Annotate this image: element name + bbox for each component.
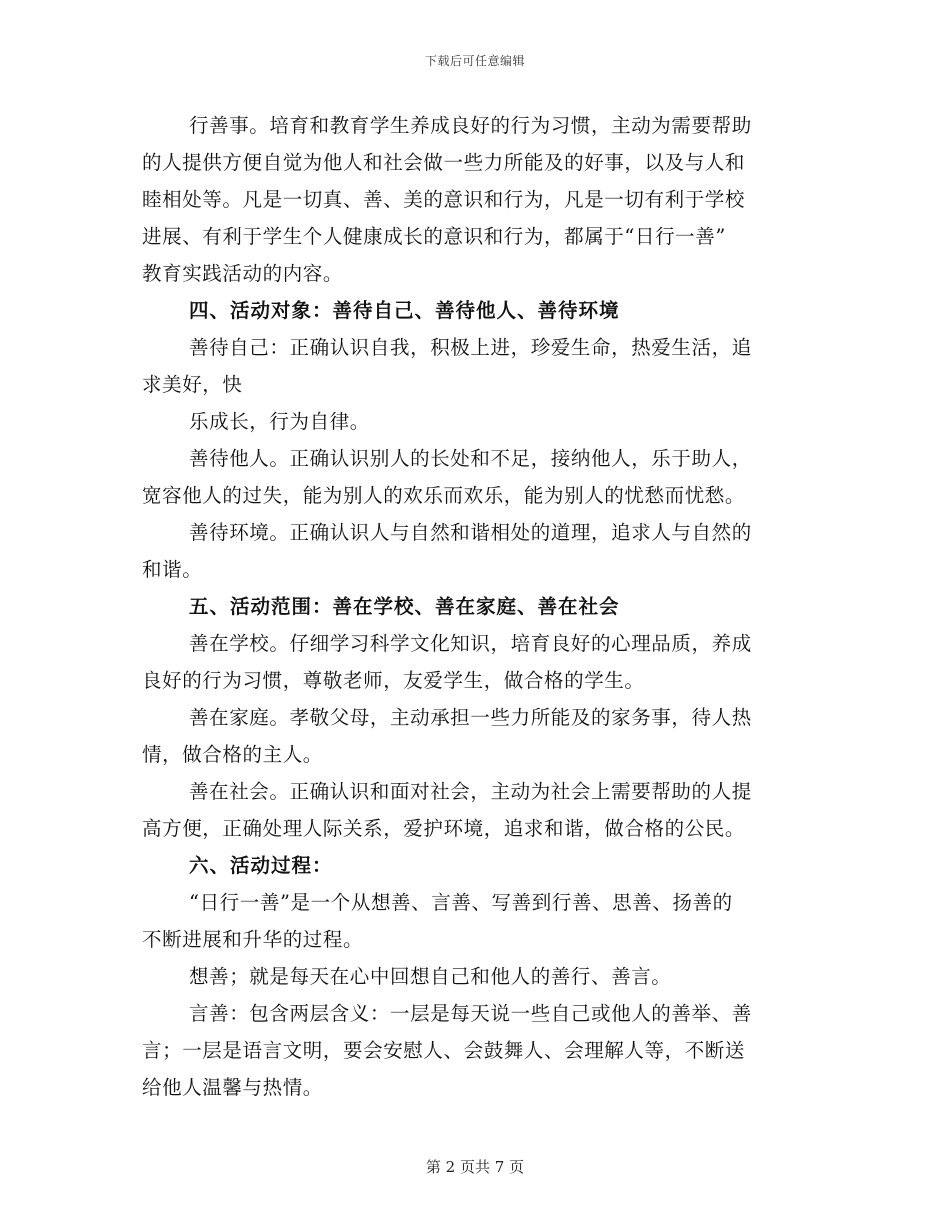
body-text-line: 善在学校。仔细学习科学文化知识，培育良好的心理品质，养成: [189, 632, 752, 655]
body-text-line: 求美好，快: [142, 373, 243, 396]
body-text-line: 睦相处等。凡是一切真、善、美的意识和行为，凡是一切有利于学校: [142, 188, 746, 211]
body-text-line: 的人提供方便自觉为他人和社会做一些力所能及的好事，以及与人和: [142, 151, 746, 174]
body-text-line: 善待环境。正确认识人与自然和谐相处的道理，追求人与自然的: [189, 521, 752, 544]
body-text-line: 良好的行为习惯，尊敬老师，友爱学生，做合格的学生。: [142, 669, 645, 692]
body-text-line: 想善；就是每天在心中回想自己和他人的善行、善言。: [189, 965, 672, 988]
body-text-line: “日行一善”是一个从想善、言善、写善到行善、思善、扬善的: [189, 891, 733, 914]
page-header: 下载后可任意编辑: [424, 54, 525, 68]
body-text-line: 和谐。: [142, 558, 203, 581]
section-heading: 五、活动范围：善在学校、善在家庭、善在社会: [189, 595, 620, 618]
body-text-line: 高方便，正确处理人际关系，爱护环境，追求和谐，做合格的公民。: [142, 817, 746, 840]
body-text-line: 行善事。培育和教育学生养成良好的行为习惯，主动为需要帮助: [189, 114, 752, 137]
section-heading: 四、活动对象：善待自己、善待他人、善待环境: [189, 299, 620, 322]
body-text-line: 给他人温馨与热情。: [142, 1076, 323, 1099]
body-text-line: 善待他人。正确认识别人的长处和不足，接纳他人，乐于助人，: [189, 447, 752, 470]
body-text-line: 善在社会。正确认识和面对社会，主动为社会上需要帮助的人提: [189, 780, 752, 803]
body-text-line: 进展、有利于学生个人健康成长的意识和行为，都属于“日行一善”: [142, 225, 726, 248]
body-text-line: 教育实践活动的内容。: [142, 262, 344, 285]
body-text-line: 言；一层是语言文明，要会安慰人、会鼓舞人、会理解人等，不断送: [142, 1039, 746, 1062]
body-text-line: 不断进展和升华的过程。: [142, 928, 364, 951]
body-text-line: 情，做合格的主人。: [142, 743, 323, 766]
body-text-line: 乐成长，行为自律。: [189, 410, 370, 433]
body-text-line: 言善：包含两层含义：一层是每天说一些自己或他人的善举、善: [189, 1002, 752, 1025]
body-text-line: 宽容他人的过失，能为别人的欢乐而欢乐，能为别人的忧愁而忧愁。: [142, 484, 746, 507]
page-footer: 第 2 页共 7 页: [425, 1158, 525, 1176]
section-heading: 六、活动过程：: [189, 854, 333, 877]
document-body: [142, 107, 796, 1106]
body-text-line: 善待自己：正确认识自我，积极上进，珍爱生命，热爱生活，追: [189, 336, 752, 359]
body-text-line: 善在家庭。孝敬父母，主动承担一些力所能及的家务事，待人热: [189, 706, 752, 729]
